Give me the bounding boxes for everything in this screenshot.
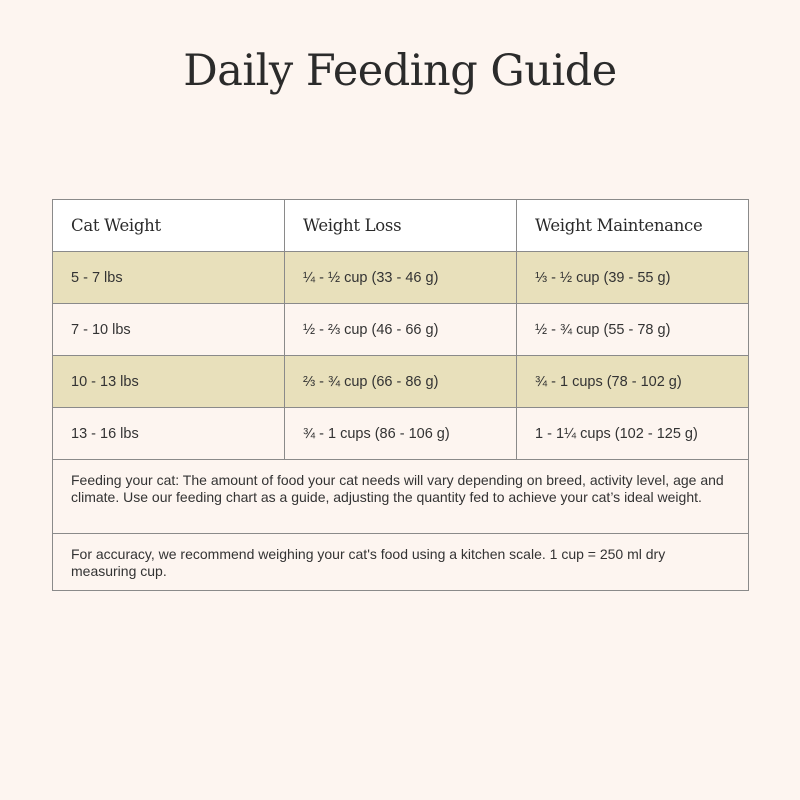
- weight-maintenance-cell: ½ - ¾ cup (55 - 78 g): [535, 321, 671, 338]
- accuracy-note: For accuracy, we recommend weighing your cat's food using a kitchen scale. 1 cup = 250 ml dry measuring cup.: [71, 546, 666, 579]
- header-cat-weight: Cat Weight: [53, 200, 285, 251]
- header-weight-loss: Weight Loss: [285, 200, 517, 251]
- weight-maintenance-cell: ⅓ - ½ cup (39 - 55 g): [535, 269, 671, 286]
- weight-loss-cell: ½ - ⅔ cup (46 - 66 g): [285, 304, 517, 355]
- table-row: [53, 356, 748, 408]
- feeding-guide-table: [52, 199, 749, 591]
- table-row: [53, 252, 748, 304]
- cat-weight-cell: 7 - 10 lbs: [53, 304, 285, 355]
- header-weight-maintenance: Weight Maintenance: [535, 216, 703, 235]
- table-row: [53, 304, 748, 356]
- weight-loss-cell: ⅔ - ¾ cup (66 - 86 g): [285, 356, 517, 407]
- feeding-note: Feeding your cat: The amount of food your cat needs will vary depending on breed, activity level, age and climate. Use our feeding chart as a guide, adjusting the quantity fed to achieve your cat’s ideal weight.: [53, 460, 748, 534]
- cat-weight-cell: 13 - 16 lbs: [53, 408, 285, 459]
- weight-loss-cell: ¼ - ½ cup (33 - 46 g): [285, 252, 517, 303]
- page-title: Daily Feeding Guide: [183, 46, 617, 96]
- cat-weight-cell: 10 - 13 lbs: [53, 356, 285, 407]
- weight-maintenance-cell: ¾ - 1 cups (78 - 102 g): [535, 373, 682, 390]
- weight-loss-cell: ¾ - 1 cups (86 - 106 g): [285, 408, 517, 459]
- cat-weight-cell: 5 - 7 lbs: [53, 252, 285, 303]
- table-header-row: [53, 200, 748, 252]
- weight-maintenance-cell: 1 - 1¼ cups (102 - 125 g): [535, 425, 698, 442]
- table-row: [53, 408, 748, 460]
